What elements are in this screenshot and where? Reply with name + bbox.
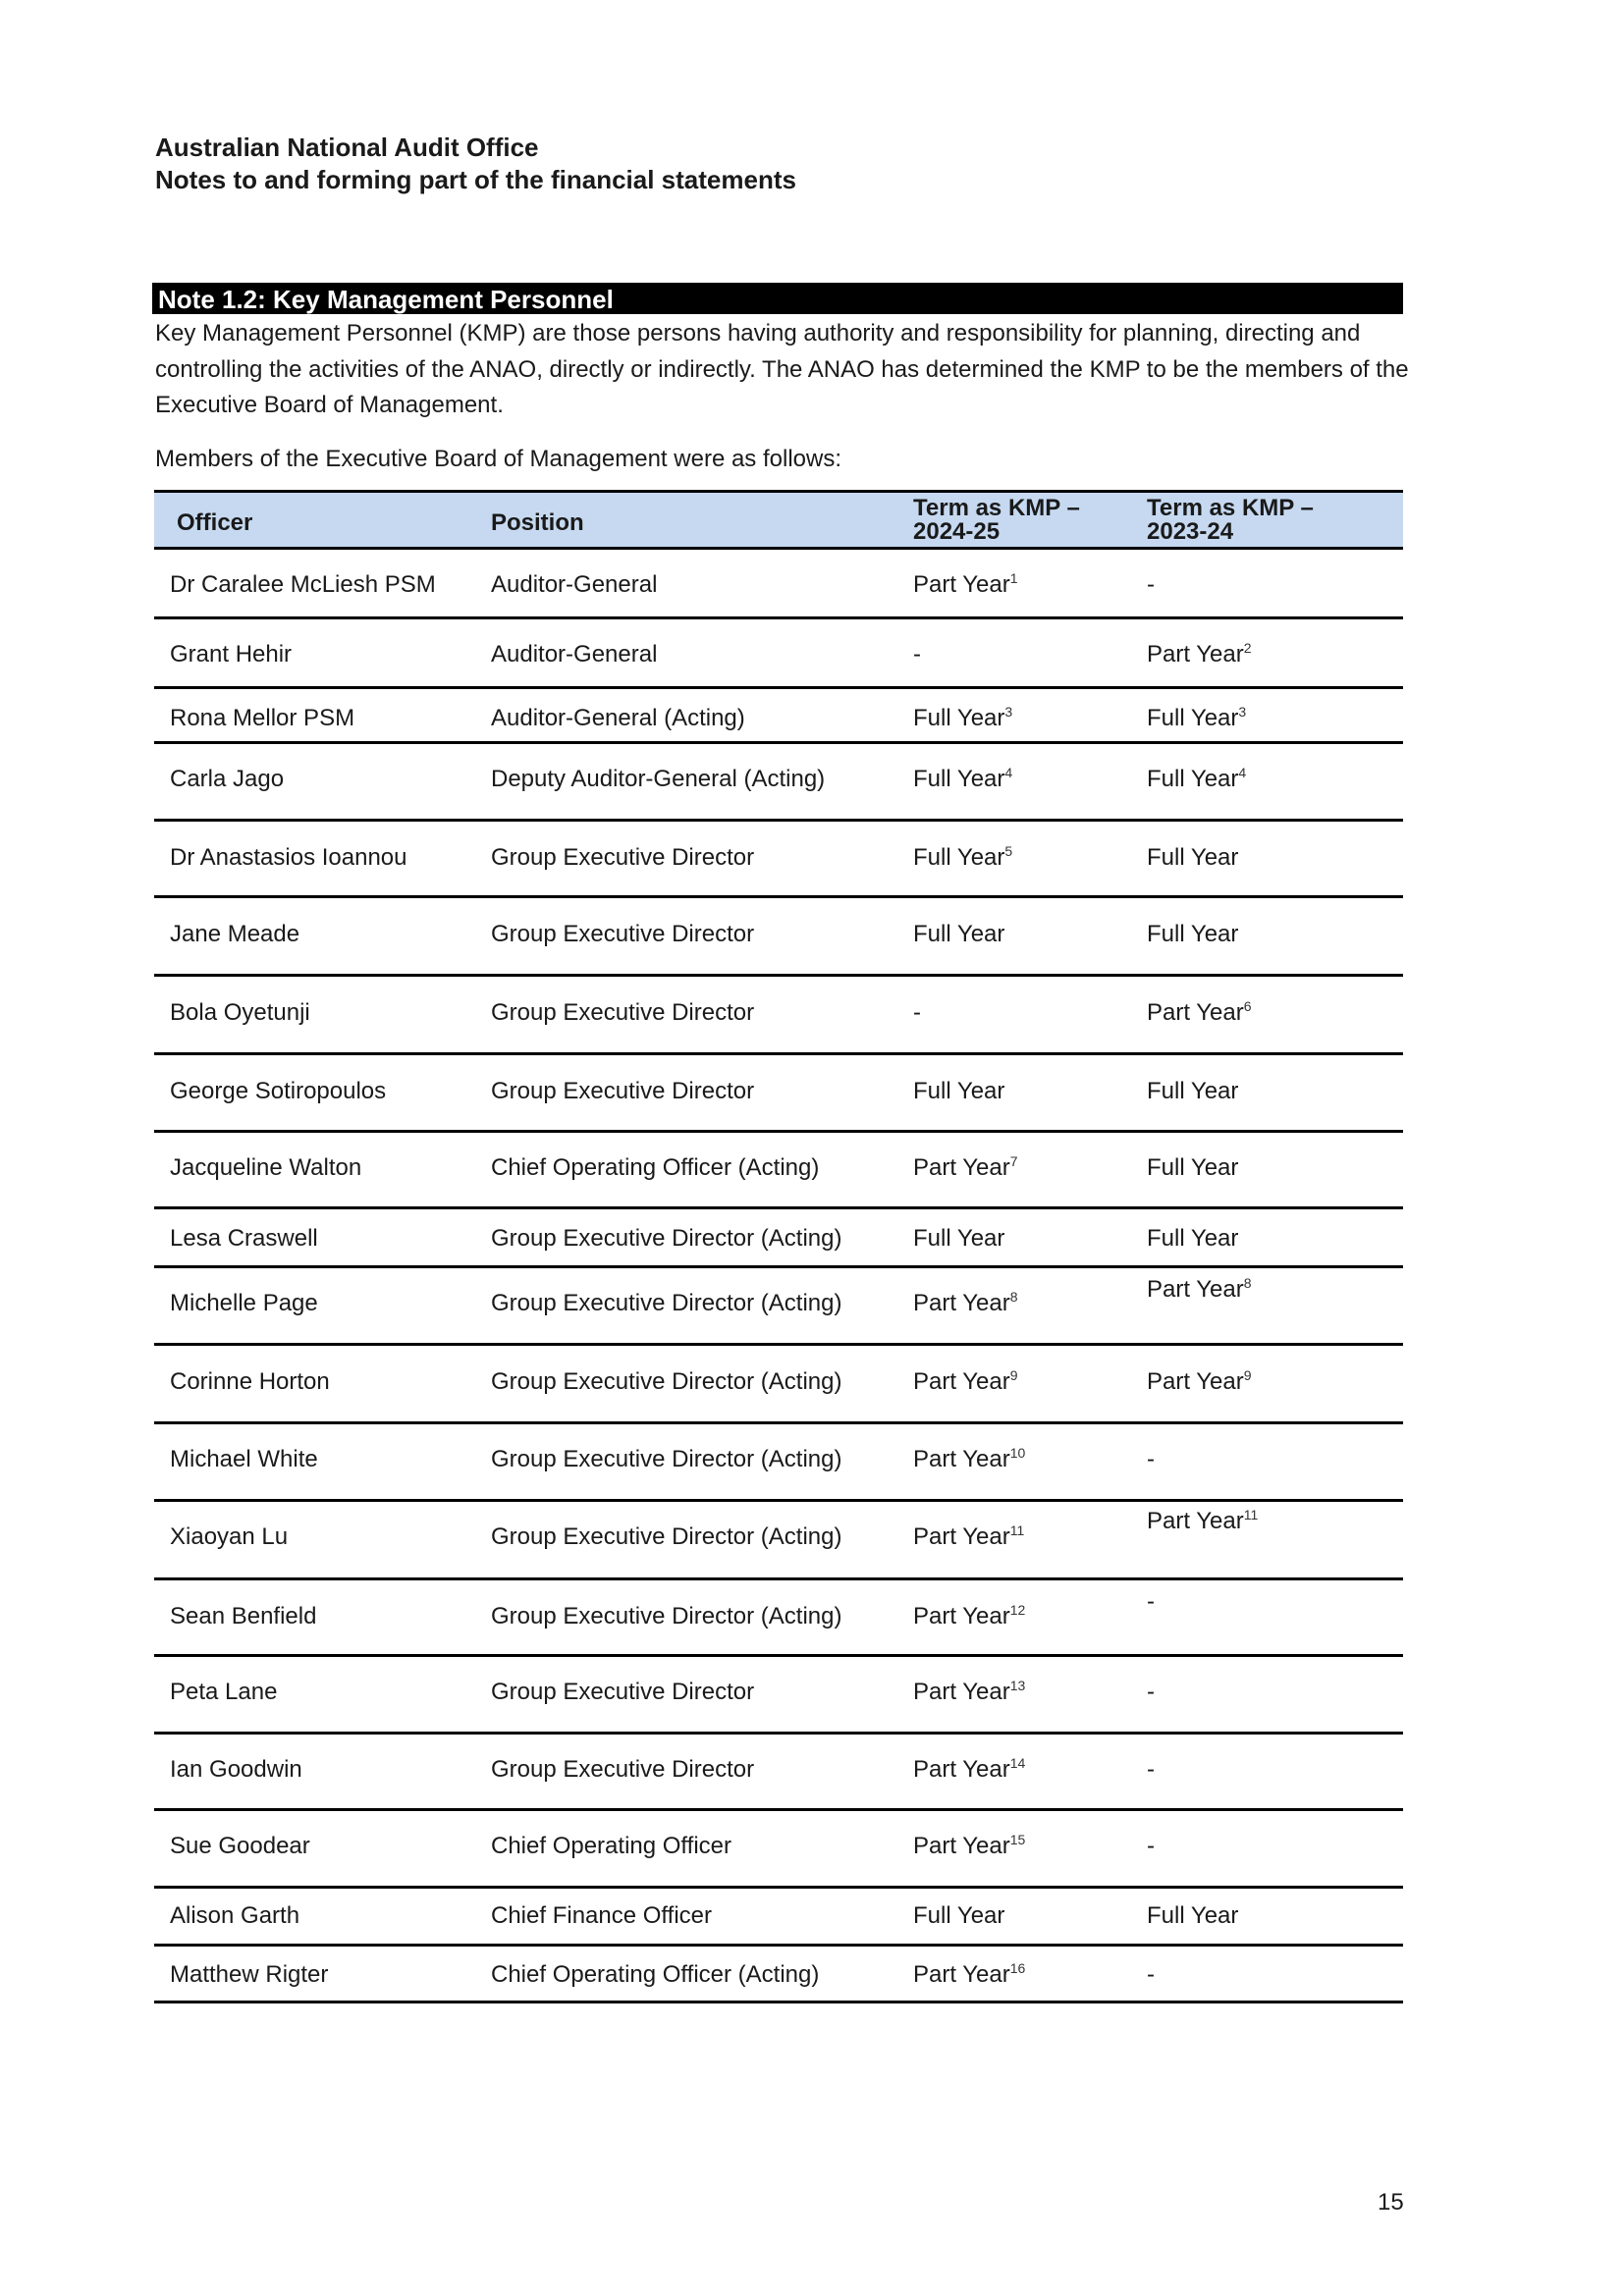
cell-term-2024-25 [913, 1902, 1004, 1930]
cell-position [491, 1078, 754, 1105]
header-position: Position [491, 509, 584, 536]
cell-term-2023-24 [1147, 999, 1252, 1027]
footnote-marker: 10 [1009, 1445, 1026, 1461]
cell-term-2024-25-text: Full Year [913, 844, 1005, 871]
cell-term-2024-25-text: Full Year [913, 1225, 1005, 1252]
cell-term-2023-24 [1147, 571, 1155, 599]
cell-position-text: Group Executive Director (Acting) [491, 1603, 842, 1629]
cell-term-2024-25 [913, 1603, 1025, 1630]
cell-term-2023-24 [1147, 1078, 1238, 1105]
cell-officer-text: Ian Goodwin [170, 1756, 302, 1783]
cell-officer-text: Matthew Rigter [170, 1961, 329, 1988]
cell-term-2023-24 [1147, 1276, 1252, 1304]
table-row [154, 1947, 1403, 2003]
cell-position [491, 641, 657, 668]
table-row [154, 744, 1403, 822]
cell-officer [170, 1446, 318, 1473]
cell-position-text: Group Executive Director [491, 1679, 755, 1705]
cell-officer [170, 1225, 318, 1253]
cell-term-2023-24-text: Part Year [1147, 641, 1244, 667]
organisation-name: Australian National Audit Office [155, 133, 539, 162]
cell-term-2024-25 [913, 641, 921, 668]
cell-officer-text: Jacqueline Walton [170, 1154, 362, 1181]
cell-officer-text: Carla Jago [170, 766, 285, 792]
cell-officer-text: Sean Benfield [170, 1603, 317, 1629]
cell-term-2023-24-text: Part Year [1147, 1508, 1244, 1534]
cell-officer-text: Sue Goodear [170, 1833, 310, 1859]
cell-term-2024-25 [913, 705, 1012, 732]
cell-term-2023-24-text: Full Year [1147, 921, 1239, 947]
cell-term-2024-25 [913, 1368, 1018, 1396]
cell-officer-text: Rona Mellor PSM [170, 705, 355, 731]
table-row [154, 1424, 1403, 1502]
cell-term-2023-24 [1147, 766, 1246, 793]
footnote-marker: 3 [1238, 704, 1247, 720]
cell-term-2024-25-text: Part Year [913, 1756, 1010, 1783]
cell-officer [170, 1902, 299, 1930]
cell-term-2024-25 [913, 571, 1018, 599]
cell-term-2023-24 [1147, 921, 1238, 948]
footnote-marker: 9 [1243, 1367, 1252, 1383]
page-number: 15 [1378, 2189, 1404, 2216]
cell-position [491, 1679, 754, 1706]
cell-term-2024-25-text: Part Year [913, 1833, 1010, 1859]
cell-position [491, 1756, 754, 1784]
cell-position [491, 1225, 841, 1253]
footnote-marker: 15 [1009, 1832, 1026, 1847]
cell-term-2023-24 [1147, 705, 1246, 732]
cell-term-2023-24-text: Full Year [1147, 766, 1239, 792]
cell-officer-text: Lesa Craswell [170, 1225, 318, 1252]
cell-officer-text: Bola Oyetunji [170, 999, 310, 1026]
cell-term-2024-25-text: Part Year [913, 1290, 1010, 1316]
cell-position-text: Chief Operating Officer [491, 1833, 732, 1859]
cell-term-2024-25-text: Part Year [913, 1679, 1010, 1705]
cell-officer-text: Corinne Horton [170, 1368, 330, 1395]
cell-term-2024-25 [913, 1290, 1018, 1317]
cell-officer-text: Michael White [170, 1446, 318, 1472]
cell-term-2023-24-text: Full Year [1147, 1902, 1239, 1929]
cell-term-2024-25 [913, 1154, 1018, 1182]
cell-officer [170, 1961, 328, 1989]
cell-term-2023-24-text: - [1147, 1446, 1155, 1472]
cell-term-2023-24 [1147, 1902, 1238, 1930]
table-row [154, 1133, 1403, 1209]
cell-officer [170, 1833, 310, 1860]
cell-term-2024-25-text: Part Year [913, 1603, 1010, 1629]
table-row [154, 1657, 1403, 1735]
table-row [154, 1055, 1403, 1133]
cell-position [491, 1603, 841, 1630]
cell-position [491, 1902, 712, 1930]
cell-term-2023-24 [1147, 844, 1238, 872]
cell-position [491, 999, 754, 1027]
cell-term-2023-24 [1147, 1154, 1238, 1182]
document-subtitle: Notes to and forming part of the financial statements [155, 165, 796, 194]
cell-position-text: Chief Operating Officer (Acting) [491, 1961, 820, 1988]
table-row [154, 689, 1403, 744]
note-intro-paragraph: Key Management Personnel (KMP) are those persons having authority and responsibility for planning, directing and controlling the activities of the ANAO, directly or indirectly. The ANAO has determined the KMP to be the members of the Executive Board of Management. [155, 320, 1409, 418]
cell-position-text: Deputy Auditor-General (Acting) [491, 766, 826, 792]
footnote-marker: 11 [1009, 1522, 1025, 1538]
cell-officer [170, 1756, 302, 1784]
cell-term-2023-24 [1147, 1446, 1155, 1473]
cell-position-text: Group Executive Director [491, 1078, 755, 1104]
cell-term-2024-25-text: - [913, 641, 921, 667]
footnote-marker: 14 [1009, 1755, 1026, 1771]
cell-term-2024-25-text: Full Year [913, 705, 1005, 731]
cell-position-text: Group Executive Director [491, 921, 755, 947]
header-term-2024-25-line2: 2024-25 [913, 518, 1001, 545]
cell-term-2023-24 [1147, 1833, 1155, 1860]
cell-term-2024-25 [913, 844, 1012, 872]
cell-position-text: Group Executive Director [491, 1756, 755, 1783]
cell-officer-text: Dr Anastasios Ioannou [170, 844, 407, 871]
cell-position-text: Group Executive Director (Acting) [491, 1290, 842, 1316]
header-term-2024-25-line1: Term as KMP – [913, 495, 1080, 521]
cell-position [491, 1368, 841, 1396]
header-officer: Officer [177, 509, 253, 536]
footnote-marker: 6 [1243, 998, 1252, 1014]
cell-officer [170, 1523, 288, 1551]
cell-term-2024-25-text: Full Year [913, 921, 1005, 947]
cell-officer [170, 844, 407, 872]
cell-term-2023-24 [1147, 1508, 1258, 1535]
cell-officer [170, 1368, 330, 1396]
cell-position-text: Auditor-General [491, 641, 658, 667]
footnote-marker: 8 [1243, 1275, 1252, 1291]
cell-term-2024-25-text: Full Year [913, 1902, 1005, 1929]
footnote-marker: 8 [1009, 1289, 1018, 1305]
cell-term-2024-25-text: Full Year [913, 766, 1005, 792]
cell-officer-text: Grant Hehir [170, 641, 293, 667]
cell-term-2023-24-text: Part Year [1147, 1276, 1244, 1303]
cell-position [491, 766, 825, 793]
cell-term-2024-25-text: Part Year [913, 1446, 1010, 1472]
cell-position-text: Auditor-General (Acting) [491, 705, 745, 731]
cell-position-text: Group Executive Director (Acting) [491, 1225, 842, 1252]
cell-term-2023-24-text: - [1147, 571, 1155, 598]
cell-officer-text: Jane Meade [170, 921, 300, 947]
cell-term-2024-25-text: Part Year [913, 1523, 1010, 1550]
cell-term-2024-25 [913, 1078, 1004, 1105]
footnote-marker: 7 [1009, 1153, 1018, 1169]
kmp-table [154, 490, 1403, 2003]
cell-term-2024-25 [913, 1961, 1025, 1989]
cell-term-2024-25 [913, 1833, 1025, 1860]
cell-term-2023-24-text: - [1147, 1833, 1155, 1859]
footnote-marker: 2 [1243, 640, 1252, 656]
table-row [154, 898, 1403, 977]
cell-term-2024-25 [913, 766, 1012, 793]
cell-term-2023-24 [1147, 1961, 1155, 1989]
cell-officer-text: Michelle Page [170, 1290, 318, 1316]
cell-term-2024-25-text: - [913, 999, 921, 1026]
table-row [154, 822, 1403, 898]
table-row [154, 1735, 1403, 1811]
cell-officer [170, 921, 299, 948]
cell-term-2023-24-text: Full Year [1147, 1154, 1239, 1181]
cell-term-2023-24 [1147, 1225, 1238, 1253]
cell-officer [170, 705, 354, 732]
cell-term-2023-24 [1147, 1756, 1155, 1784]
cell-position-text: Group Executive Director (Acting) [491, 1368, 842, 1395]
cell-term-2023-24 [1147, 1368, 1252, 1396]
note-title: Note 1.2: Key Management Personnel [152, 283, 1403, 314]
table-row [154, 1811, 1403, 1889]
footnote-marker: 12 [1009, 1602, 1026, 1618]
cell-officer [170, 1078, 386, 1105]
cell-term-2024-25 [913, 1225, 1004, 1253]
cell-position [491, 1961, 819, 1989]
table-row [154, 1346, 1403, 1424]
footnote-marker: 11 [1243, 1507, 1259, 1522]
cell-position-text: Chief Finance Officer [491, 1902, 712, 1929]
cell-officer-text: George Sotiropoulos [170, 1078, 387, 1104]
footnote-marker: 16 [1009, 1960, 1026, 1976]
cell-term-2024-25 [913, 921, 1004, 948]
footnote-marker: 4 [1238, 765, 1247, 780]
cell-term-2023-24 [1147, 1588, 1155, 1616]
table-row [154, 1209, 1403, 1268]
table-row [154, 1268, 1403, 1346]
cell-officer [170, 999, 310, 1027]
table-row [154, 977, 1403, 1055]
cell-position-text: Group Executive Director (Acting) [491, 1523, 842, 1550]
cell-position-text: Group Executive Director [491, 999, 755, 1026]
cell-officer [170, 1679, 277, 1706]
cell-officer [170, 641, 292, 668]
cell-term-2023-24-text: - [1147, 1588, 1155, 1615]
cell-position [491, 1833, 731, 1860]
cell-position [491, 844, 754, 872]
cell-term-2024-25 [913, 1523, 1024, 1551]
cell-position-text: Group Executive Director (Acting) [491, 1446, 842, 1472]
footnote-marker: 1 [1009, 570, 1018, 586]
members-intro: Members of the Executive Board of Management were as follows: [155, 446, 841, 472]
cell-term-2023-24-text: - [1147, 1679, 1155, 1705]
header-term-2024-25 [913, 497, 1080, 544]
cell-position [491, 1154, 819, 1182]
cell-term-2024-25 [913, 1446, 1025, 1473]
cell-position-text: Group Executive Director [491, 844, 755, 871]
footnote-marker: 5 [1004, 843, 1013, 859]
table-row [154, 1889, 1403, 1947]
table-row [154, 550, 1403, 619]
cell-term-2023-24-text: Part Year [1147, 999, 1244, 1026]
cell-officer [170, 766, 284, 793]
footnote-marker: 13 [1009, 1678, 1026, 1693]
footnote-marker: 9 [1009, 1367, 1018, 1383]
cell-officer [170, 1290, 318, 1317]
cell-officer-text: Peta Lane [170, 1679, 278, 1705]
cell-term-2023-24-text: Full Year [1147, 705, 1239, 731]
cell-officer [170, 1154, 361, 1182]
table-row [154, 1502, 1403, 1580]
cell-position [491, 921, 754, 948]
cell-officer [170, 1603, 316, 1630]
cell-term-2024-25-text: Part Year [913, 1368, 1010, 1395]
cell-term-2024-25 [913, 1679, 1025, 1706]
cell-term-2023-24-text: - [1147, 1756, 1155, 1783]
cell-term-2024-25 [913, 999, 921, 1027]
cell-position [491, 1523, 841, 1551]
cell-position-text: Auditor-General [491, 571, 658, 598]
cell-term-2023-24 [1147, 641, 1252, 668]
footnote-marker: 3 [1004, 704, 1013, 720]
header-term-2023-24-line2: 2023-24 [1147, 518, 1234, 545]
cell-term-2024-25-text: Full Year [913, 1078, 1005, 1104]
cell-position [491, 1290, 841, 1317]
cell-term-2023-24-text: - [1147, 1961, 1155, 1988]
footnote-marker: 4 [1004, 765, 1013, 780]
cell-term-2023-24-text: Full Year [1147, 1078, 1239, 1104]
cell-position [491, 571, 657, 599]
table-header-row [154, 490, 1403, 550]
header-term-2023-24-line1: Term as KMP – [1147, 495, 1314, 521]
cell-term-2023-24-text: Full Year [1147, 844, 1239, 871]
cell-term-2024-25-text: Part Year [913, 1154, 1010, 1181]
header-term-2023-24 [1147, 497, 1314, 544]
cell-term-2024-25-text: Part Year [913, 1961, 1010, 1988]
table-body [154, 550, 1403, 2003]
cell-officer-text: Xiaoyan Lu [170, 1523, 289, 1550]
cell-position [491, 705, 745, 732]
cell-term-2024-25 [913, 1756, 1025, 1784]
cell-term-2023-24-text: Full Year [1147, 1225, 1239, 1252]
cell-officer-text: Alison Garth [170, 1902, 300, 1929]
table-row [154, 1580, 1403, 1657]
cell-term-2024-25-text: Part Year [913, 571, 1010, 598]
cell-position-text: Chief Operating Officer (Acting) [491, 1154, 820, 1181]
table-row [154, 619, 1403, 689]
cell-term-2023-24-text: Part Year [1147, 1368, 1244, 1395]
cell-officer-text: Dr Caralee McLiesh PSM [170, 571, 436, 598]
cell-position [491, 1446, 841, 1473]
cell-term-2023-24 [1147, 1679, 1155, 1706]
cell-officer [170, 571, 436, 599]
